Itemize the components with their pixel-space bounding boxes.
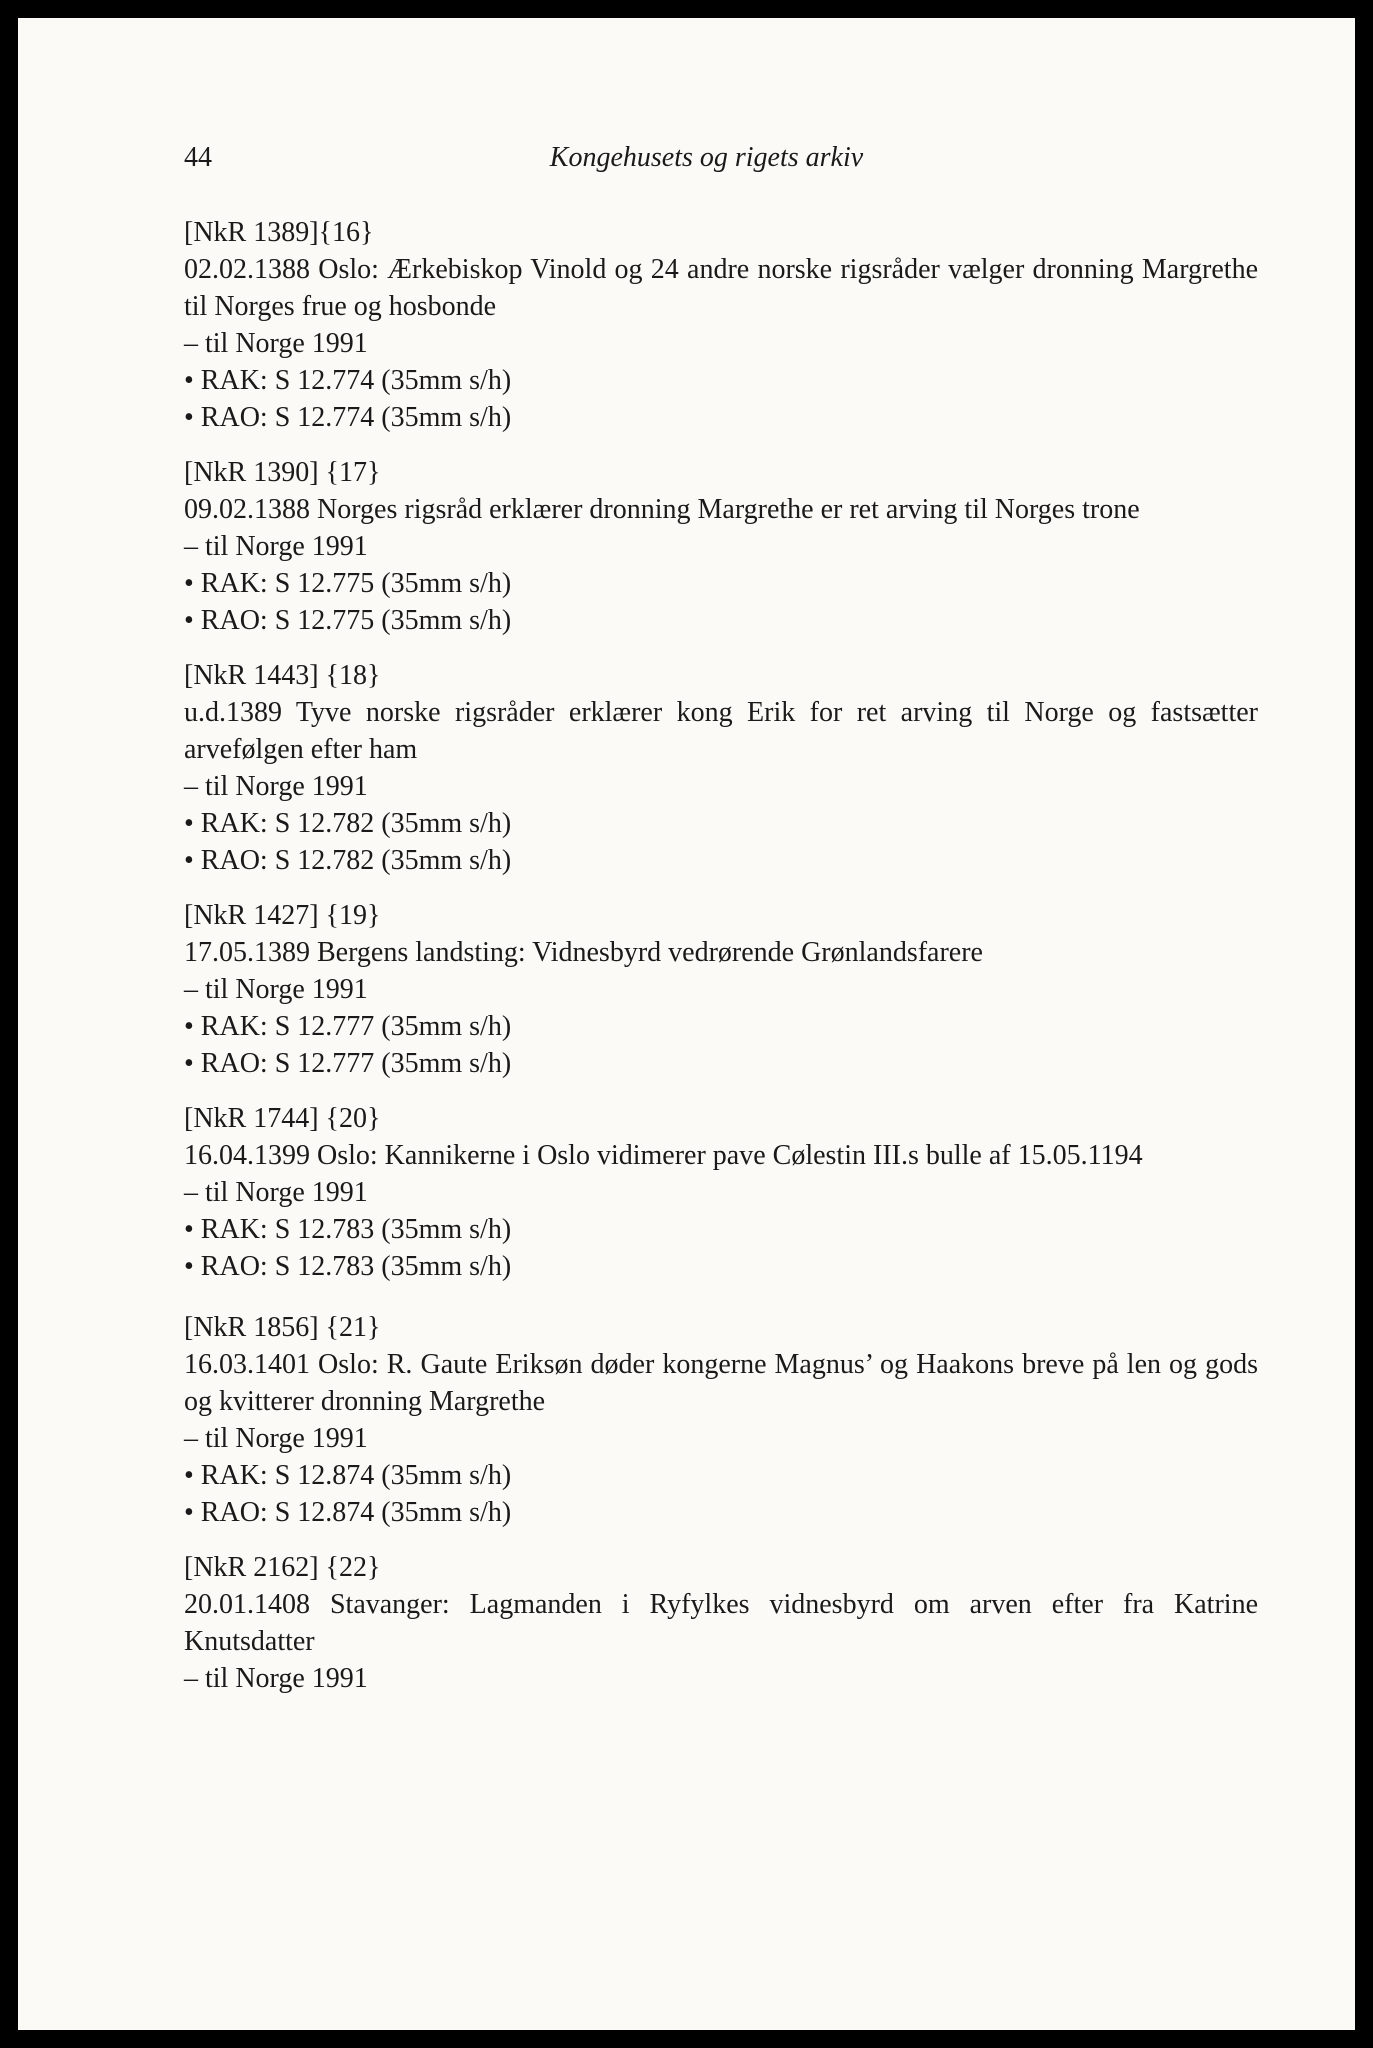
entry-destination: – til Norge 1991 xyxy=(184,771,368,802)
entry-destination: – til Norge 1991 xyxy=(184,531,368,562)
entry-18 xyxy=(184,657,1258,879)
entry-rak: • RAK: S 12.777 (35mm s/h) xyxy=(184,1011,512,1042)
page-header xyxy=(18,142,1355,182)
entry-destination: – til Norge 1991 xyxy=(184,974,368,1005)
entry-rao: • RAO: S 12.783 (35mm s/h) xyxy=(184,1251,512,1282)
entry-reference: [NkR 1389]{16} xyxy=(184,217,374,248)
entry-destination: – til Norge 1991 xyxy=(184,1423,368,1454)
entry-rao: • RAO: S 12.777 (35mm s/h) xyxy=(184,1048,512,1079)
entry-description: 09.02.1388 Norges rigsråd erklærer dronning Margrethe er ret arving til Norges trone xyxy=(184,494,1140,525)
entry-reference: [NkR 1390] {17} xyxy=(184,457,381,488)
entry-rak: • RAK: S 12.775 (35mm s/h) xyxy=(184,568,512,599)
entry-description: u.d.1389 Tyve norske rigsråder erklærer kong Erik for ret arving til Norge og fastsætter arvefølgen efter ham xyxy=(184,697,1258,765)
entry-16 xyxy=(184,214,1258,436)
entry-19 xyxy=(184,897,1258,1082)
entry-reference: [NkR 1744] {20} xyxy=(184,1103,381,1134)
entry-rao: • RAO: S 12.774 (35mm s/h) xyxy=(184,402,512,433)
entry-description: 20.01.1408 Stavanger: Lagmanden i Ryfylkes vidnesbyrd om arven efter fra Katrine Knutsdatter xyxy=(184,1589,1258,1657)
entry-reference: [NkR 1856] {21} xyxy=(184,1312,381,1343)
entry-rak: • RAK: S 12.783 (35mm s/h) xyxy=(184,1214,512,1245)
entry-22 xyxy=(184,1549,1258,1697)
page-number: 44 xyxy=(184,142,212,173)
entry-description: 02.02.1388 Oslo: Ærkebiskop Vinold og 24 andre norske rigsråder vælger dronning Margrethe til Norges frue og hosbonde xyxy=(184,254,1258,322)
document-page xyxy=(18,18,1355,2030)
entry-reference: [NkR 1443] {18} xyxy=(184,660,381,691)
entry-destination: – til Norge 1991 xyxy=(184,328,368,359)
running-title: Kongehusets og rigets arkiv xyxy=(549,142,864,173)
entry-17 xyxy=(184,454,1258,639)
entry-list xyxy=(184,214,1258,1715)
entry-description: 17.05.1389 Bergens landsting: Vidnesbyrd vedrørende Grønlandsfarere xyxy=(184,937,983,968)
entry-20 xyxy=(184,1100,1258,1285)
entry-rao: • RAO: S 12.782 (35mm s/h) xyxy=(184,845,512,876)
entry-reference: [NkR 1427] {19} xyxy=(184,900,381,931)
entry-rak: • RAK: S 12.874 (35mm s/h) xyxy=(184,1460,512,1491)
entry-description: 16.03.1401 Oslo: R. Gaute Eriksøn døder kongerne Magnus’ og Haakons breve på len og gods og kvitterer dronning Margrethe xyxy=(184,1349,1258,1417)
entry-rao: • RAO: S 12.874 (35mm s/h) xyxy=(184,1497,512,1528)
entry-rak: • RAK: S 12.774 (35mm s/h) xyxy=(184,365,512,396)
entry-21 xyxy=(184,1309,1258,1531)
entry-destination: – til Norge 1991 xyxy=(184,1177,368,1208)
entry-rak: • RAK: S 12.782 (35mm s/h) xyxy=(184,808,512,839)
entry-reference: [NkR 2162] {22} xyxy=(184,1552,381,1583)
entry-destination: – til Norge 1991 xyxy=(184,1663,368,1694)
entry-rao: • RAO: S 12.775 (35mm s/h) xyxy=(184,605,512,636)
entry-description: 16.04.1399 Oslo: Kannikerne i Oslo vidimerer pave Cølestin III.s bulle af 15.05.1194 xyxy=(184,1140,1143,1171)
